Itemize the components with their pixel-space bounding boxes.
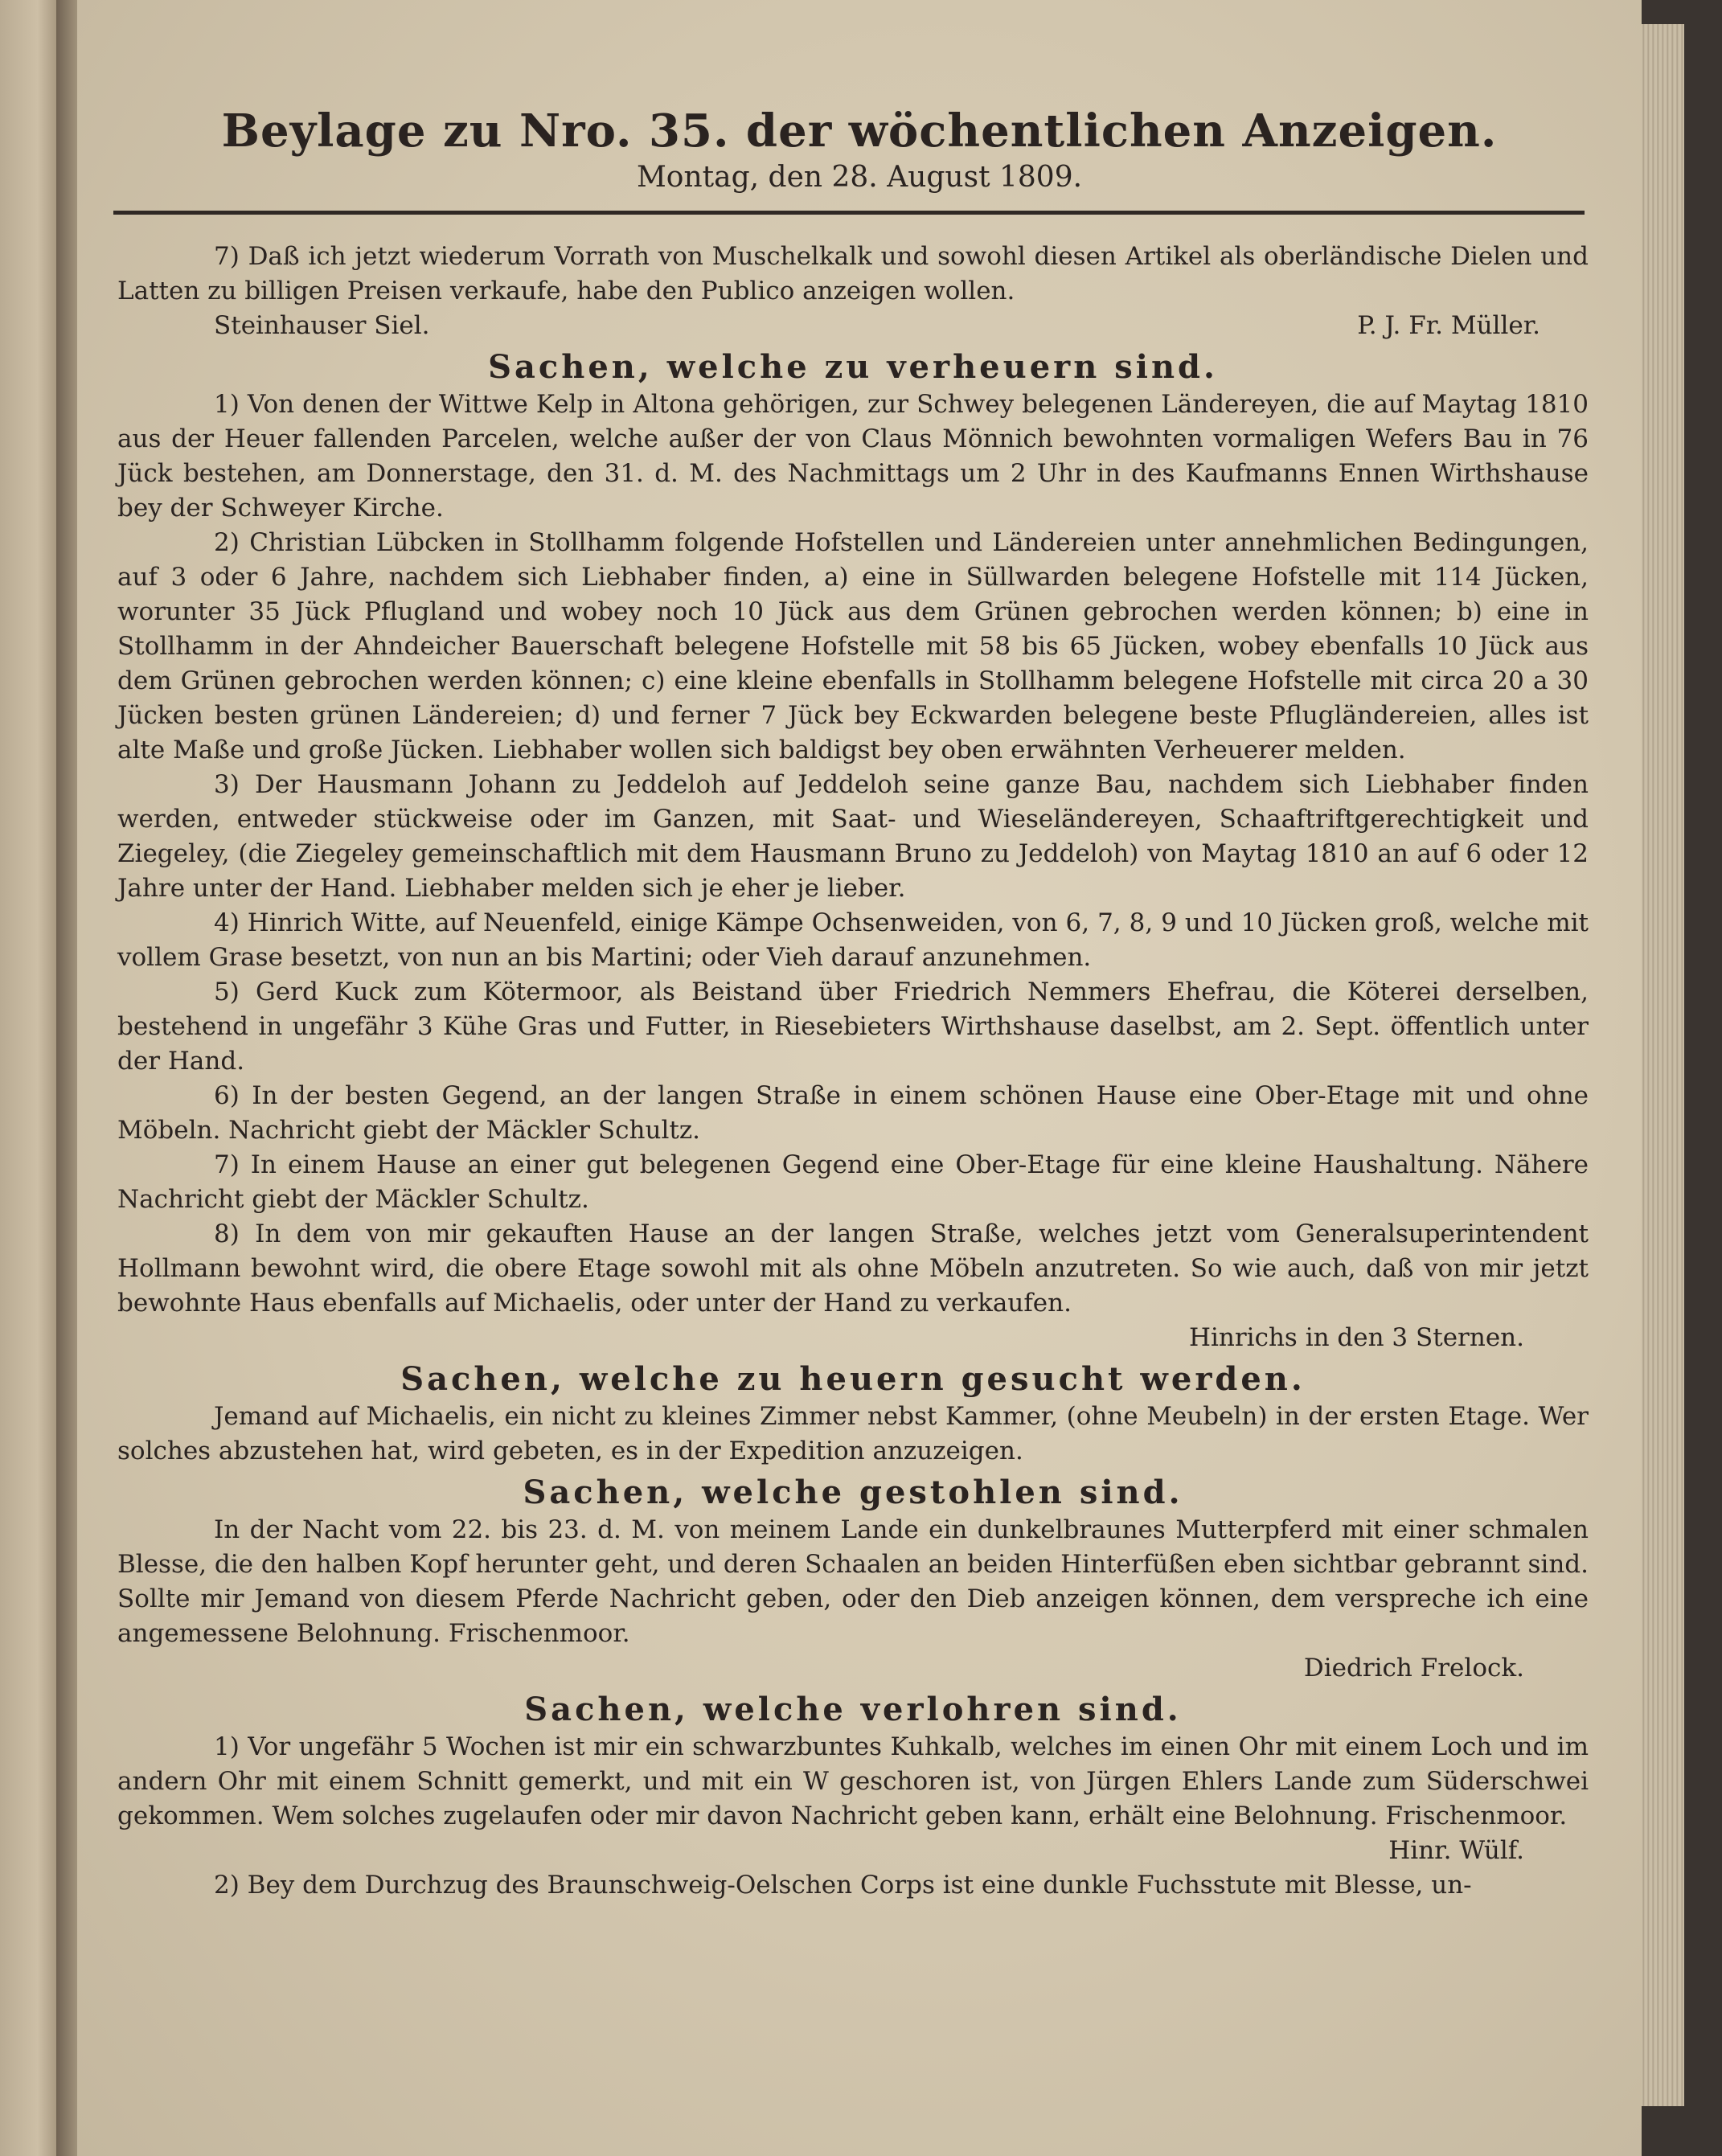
page-stack-edge xyxy=(1640,24,1684,2106)
masthead-title: Beylage zu Nro. 35. der wöchentlichen Anzeigen. xyxy=(221,105,1498,158)
masthead-date: Montag, den 28. August 1809. xyxy=(636,161,1083,194)
adjacent-page-edge xyxy=(0,0,63,2156)
rent-item-1: 1) Von denen der Wittwe Kelp in Altona gehörigen, zur Schwey belegenen Ländereyen, die auf Maytag 1810 aus der Heuer fallenden Parcelen, welche außer der von Claus Mönnich bewohnten vormaligen Wefers Bau in 76 Jück bestehen, am Donnerstage, den 31. d. M. des Nachmittags um 2 Uhr in des Kaufmanns Ennen Wirthshause bey der Schweyer Kirche. xyxy=(117,390,1589,523)
rent-item-5: 5) Gerd Kuck zum Kötermoor, als Beistand über Friedrich Nemmers Ehefrau, die Köterei derselben, bestehend in ungefähr 3 Kühe Gras und Futter, in Riesebieters Wirthshause daselbst, am 2. Sept. öffentlich unter der Hand. xyxy=(117,978,1589,1076)
lost-item-2: 2) Bey dem Durchzug des Braunschweig-Oelschen Corps ist eine dunkle Fuchsstute mit Blesse, un- xyxy=(214,1871,1472,1900)
stolen-text: In der Nacht vom 22. bis 23. d. M. von meinem Lande ein dunkelbraunes Mutterpferd mit einer schmalen Blesse, die den halben Kopf herunter geht, und deren Schaalen an beiden Hinterfüßen eben sichtbar gebrannt sind. Sollte mir Jemand von diesem Pferde Nachricht geben, oder den Dieb anzeigen können, dem verspreche ich eine angemessene Belohnung. Frischenmoor. xyxy=(117,1515,1589,1648)
notice-intro-place: Steinhauser Siel. xyxy=(214,311,430,340)
masthead-rule xyxy=(113,211,1585,215)
section-wanted-heading: Sachen, welche zu heuern gesucht werden. xyxy=(400,1360,1306,1398)
rent-item-3: 3) Der Hausmann Johann zu Jeddeloh auf Jeddeloh seine ganze Bau, nachdem sich Liebhaber finden werden, entweder stückweise oder im Ganzen, mit Saat- und Wieseländereyen, Schaaftriftgerechtigkeit und Ziegeley, (die Ziegeley gemeinschaftlich mit dem Hausmann Bruno zu Jeddeloh) von Maytag 1810 an auf 6 oder 12 Jahre unter der Hand. Liebhaber melden sich je eher je lieber. xyxy=(117,770,1589,903)
notice-intro-text: 7) Daß ich jetzt wiederum Vorrath von Muschelkalk und sowohl diesen Artikel als oberländische Dielen und Latten zu billigen Preisen verkaufe, habe den Publico anzeigen wollen. xyxy=(117,242,1589,305)
stolen-signature: Diedrich Frelock. xyxy=(1303,1654,1524,1683)
page-content xyxy=(117,240,1589,1903)
rent-signature: Hinrichs in den 3 Sternen. xyxy=(1188,1323,1524,1352)
lost-item-1: 1) Vor ungefähr 5 Wochen ist mir ein schwarzbuntes Kuhkalb, welches im einen Ohr mit einem Loch und im andern Ohr mit einem Schnitt gemerkt, und mit ein W geschoren ist, von Jürgen Ehlers Lande zum Süderschwei gekommen. Wem solches zugelaufen oder mir davon Nachricht geben kann, erhält eine Belohnung. Frischenmoor. xyxy=(117,1732,1589,1830)
section-stolen-heading: Sachen, welche gestohlen sind. xyxy=(523,1474,1183,1511)
notice-intro-signature-row xyxy=(117,309,1589,343)
rent-item-8: 8) In dem von mir gekauften Hause an der langen Straße, welches jetzt vom Generalsuperintendent Hollmann bewohnt wird, die obere Etage sowohl mit als ohne Möbeln anzutreten. So wie auch, daß von mir jetzt bewohnte Haus ebenfalls auf Michaelis, oder unter der Hand zu verkaufen. xyxy=(117,1219,1589,1318)
newspaper-page xyxy=(77,0,1642,2156)
wanted-text: Jemand auf Michaelis, ein nicht zu kleines Zimmer nebst Kammer, (ohne Meubeln) in der ersten Etage. Wer solches abzustehen hat, wird gebeten, es in der Expedition anzuzeigen. xyxy=(117,1402,1589,1465)
section-lost-heading: Sachen, welche verlohren sind. xyxy=(524,1691,1182,1728)
rent-item-2: 2) Christian Lübcken in Stollhamm folgende Hofstellen und Ländereien unter annehmlichen Bedingungen, auf 3 oder 6 Jahre, nachdem sich Liebhaber finden, a) eine in Süllwarden belegene Hofstelle mit 114 Jücken, worunter 35 Jück Pflugland und wobey noch 10 Jück aus dem Grünen gebrochen werden können; b) eine in Stollhamm in der Ahndeicher Bauerschaft belegene Hofstelle mit 58 bis 65 Jücken, wobey ebenfalls 10 Jück aus dem Grünen gebrochen werden können; c) eine kleine ebenfalls in Stollhamm belegene Hofstelle mit circa 20 a 30 Jücken besten grünen Ländereien; d) und ferner 7 Jück bey Eckwarden belegene beste Pflugländereien, alles ist alte Maße und große Jücken. Liebhaber wollen sich baldigst bey oben erwähnten Verheuerer melden. xyxy=(117,528,1589,764)
rent-item-4: 4) Hinrich Witte, auf Neuenfeld, einige Kämpe Ochsenweiden, von 6, 7, 8, 9 und 10 Jücken groß, welche mit vollem Grase besetzt, von nun an bis Martini; oder Vieh darauf anzunehmen. xyxy=(117,908,1589,972)
rent-item-7: 7) In einem Hause an einer gut belegenen Gegend eine Ober-Etage für eine kleine Haushaltung. Nähere Nachricht giebt der Mäckler Schultz. xyxy=(117,1150,1589,1214)
section-rent-heading: Sachen, welche zu verheuern sind. xyxy=(488,348,1218,386)
lost-signature: Hinr. Wülf. xyxy=(1388,1836,1524,1865)
notice-intro-signature: P. J. Fr. Müller. xyxy=(1357,311,1540,340)
rent-item-6: 6) In der besten Gegend, an der langen Straße in einem schönen Hause eine Ober-Etage mit und ohne Möbeln. Nachricht giebt der Mäckler Schultz. xyxy=(117,1081,1589,1145)
